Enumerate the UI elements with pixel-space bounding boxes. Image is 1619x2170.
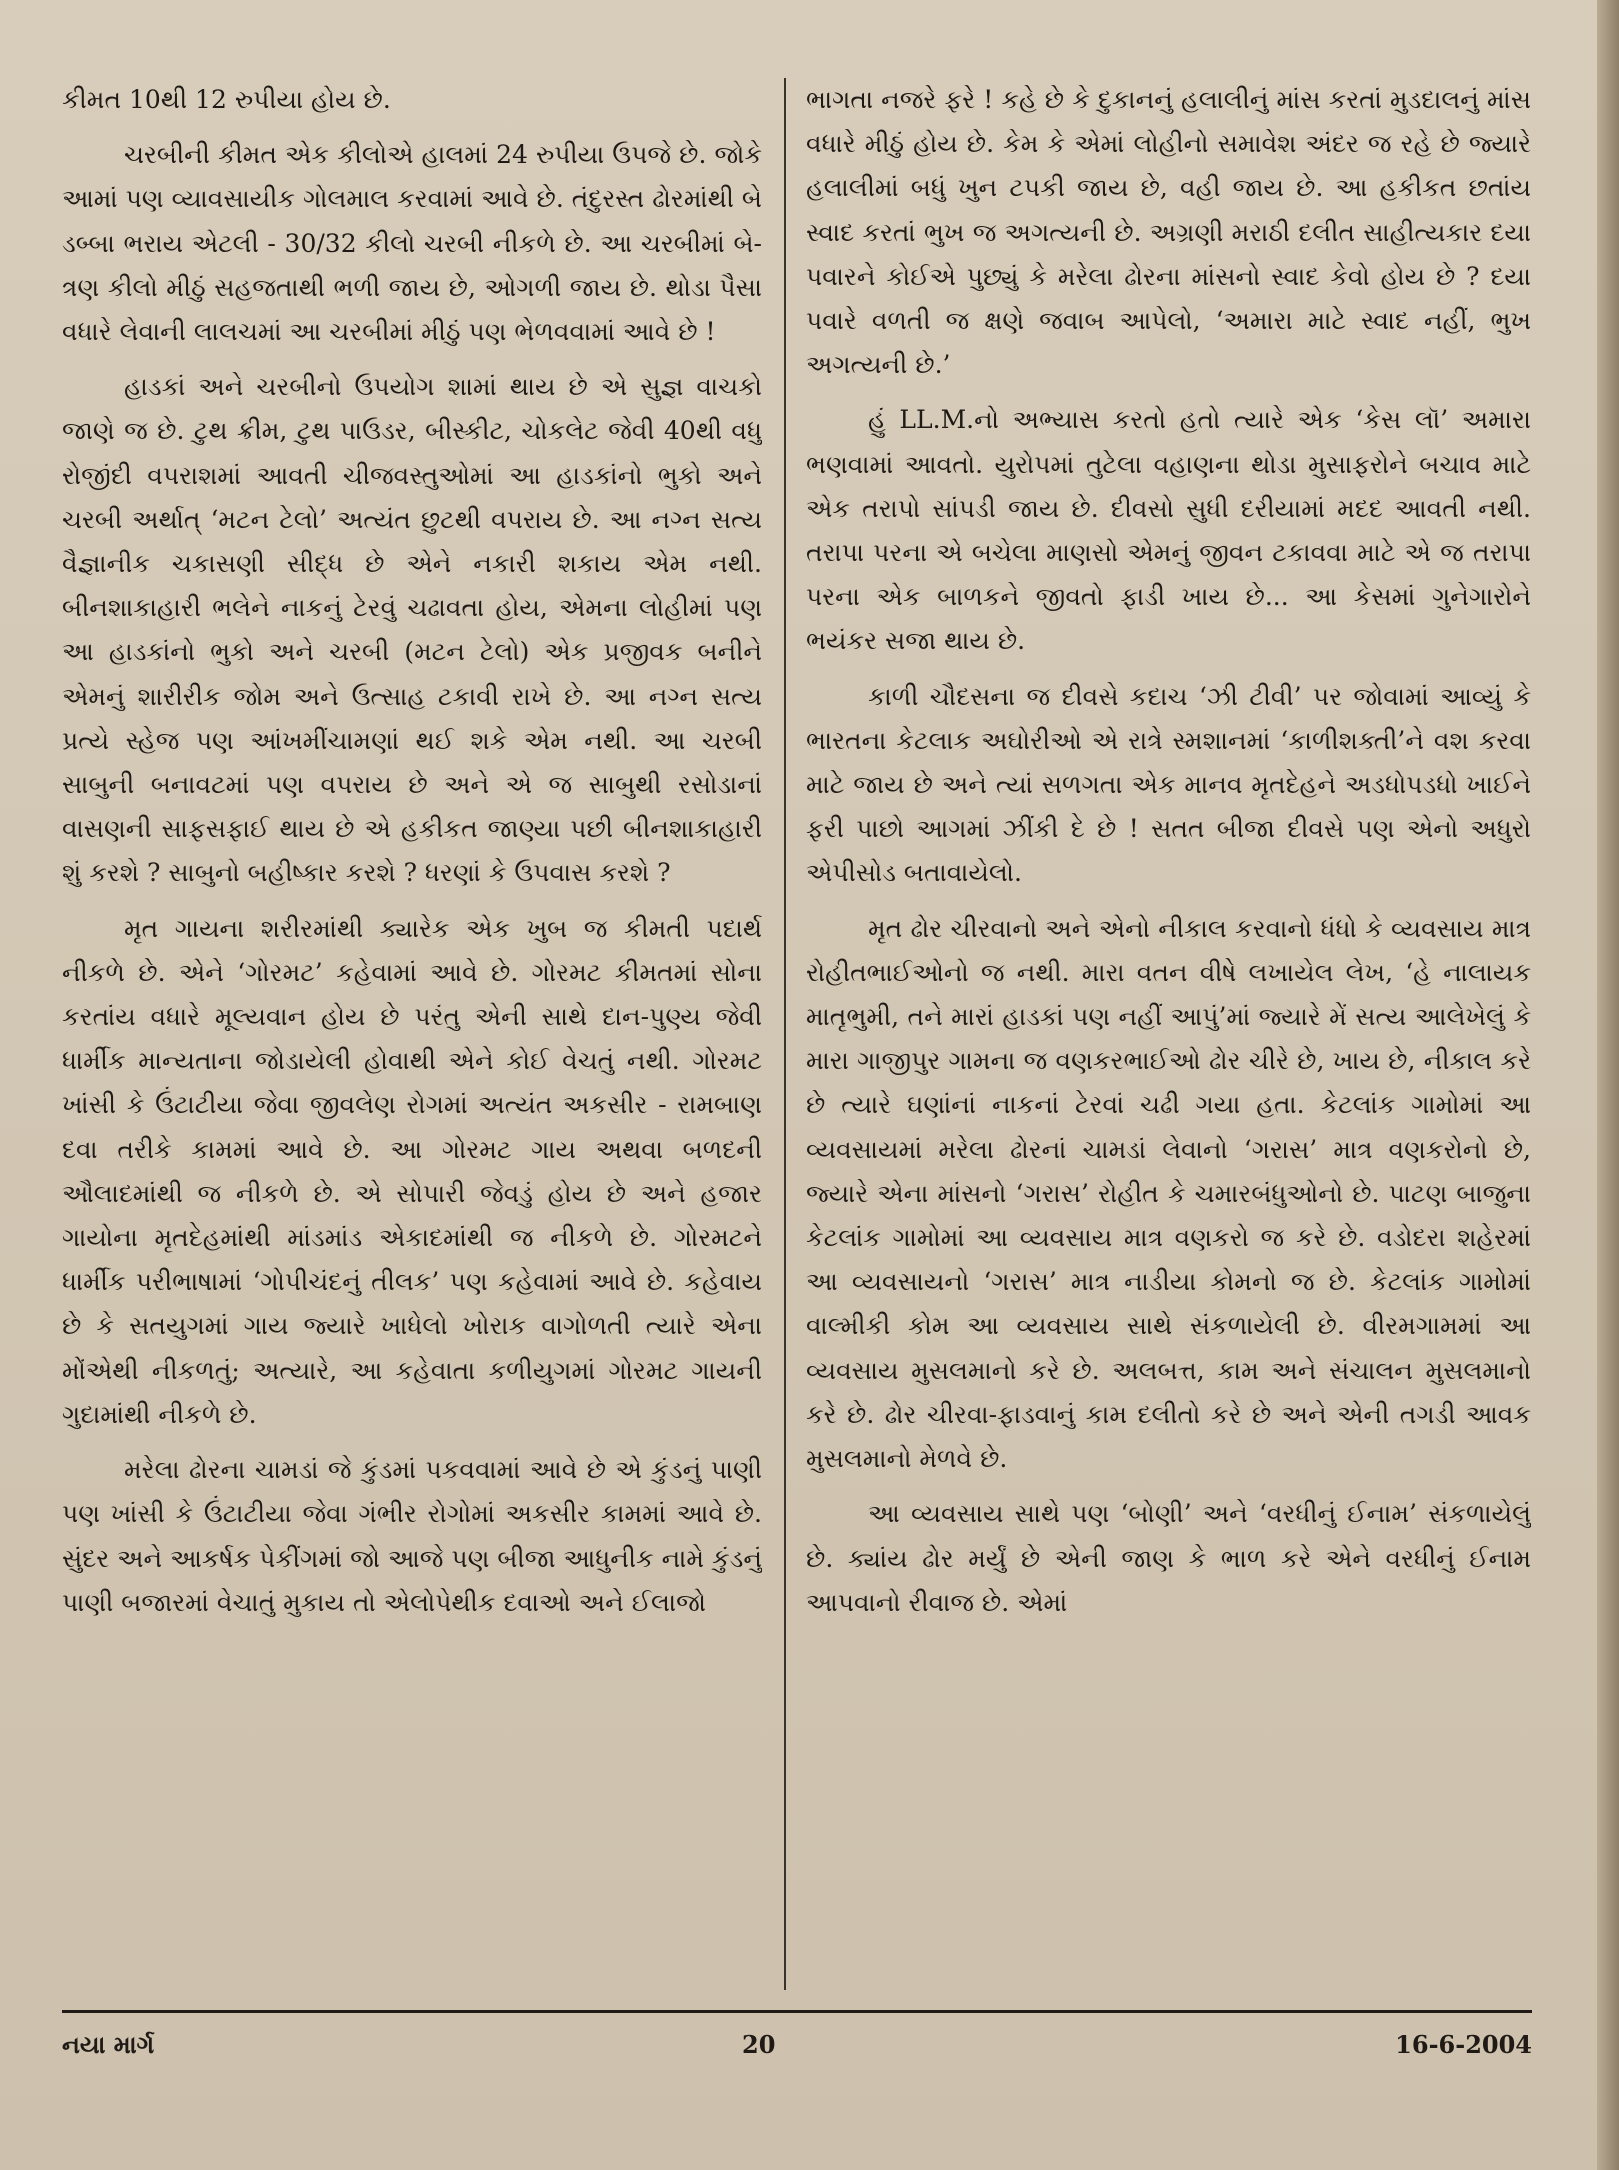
page-footer <box>62 2030 1532 2070</box>
right-paragraph-4: મૃત ઢોર ચીરવાનો અને એનો નીકાલ કરવાનો ધંધો કે વ્યવસાય માત્ર રોહીતભાઈઓનો જ નથી. મારા વતન વીષે લખાયેલ લેખ, ‘હે નાલાયક માતૃભુમી, તને મારાં હાડકાં પણ નહીં આપું’માં જ્યારે મેં સત્ય આલેખેલું કે મારા ગાજીપુર ગામના જ વણકરભાઈઓ ઢોર ચીરે છે, ખાય છે, નીકાલ કરે છે ત્યારે ઘણાંનાં નાકનાં ટેરવાં ચઢી ગયા હતા. કેટલાંક ગામોમાં આ વ્યવસાયમાં મરેલા ઢોરનાં ચામડાં લેવાનો ‘ગરાસ’ માત્ર વણકરોનો છે, જ્યારે એના માંસનો ‘ગરાસ’ રોહીત કે ચમારબંધુઓનો છે. પાટણ બાજુના કેટલાંક ગામોમાં આ વ્યવસાય માત્ર વણકરો જ કરે છે. વડોદરા શહેરમાં આ વ્યવસાયનો ‘ગરાસ’ માત્ર નાડીયા કોમનો જ છે. કેટલાંક ગામોમાં વાલ્મીકી કોમ આ વ્યવસાય સાથે સંકળાયેલી છે. વીરમગામમાં આ વ્યવસાય મુસલમાનો કરે છે. અલબત્ત, કામ અને સંચાલન મુસલમાનો કરે છે. ઢોર ચીરવા-ફાડવાનું કામ દલીતો કરે છે અને એની તગડી આવક મુસલમાનો મેળવે છે. <box>806 913 1531 1474</box>
publication-name: નયા માર્ગ <box>62 2030 155 2059</box>
left-paragraph-1: કીમત 10થી 12 રુપીયા હોય છે. <box>62 85 391 114</box>
right-paragraph-3: કાળી ચૌદસના જ દીવસે કદાચ ‘ઝી ટીવી’ પર જોવામાં આવ્યું કે ભારતના કેટલાક અઘોરીઓ એ રાત્રે સ્મશાનમાં ‘કાળીશક્તી’ને વશ કરવા માટે જાય છે અને ત્યાં સળગતા એક માનવ મૃતદેહને અડધોપડધો ખાઈને ફરી પાછો આગમાં ઝીંકી દે છે ! સતત બીજા દીવસે પણ એનો અધુરો એપીસોડ બતાવાયેલો. <box>806 681 1531 888</box>
left-column <box>62 78 762 1993</box>
page-number: 20 <box>742 2030 776 2059</box>
right-paragraph-5: આ વ્યવસાય સાથે પણ ‘બોણી’ અને ‘વરધીનું ઈનામ’ સંકળાયેલું છે. ક્યાંય ઢોર મર્યું છે એની જાણ કે ભાળ કરે એને વરધીનું ઈનામ આપવાનો રીવાજ છે. એમાં <box>806 1499 1531 1617</box>
issue-date: 16-6-2004 <box>1395 2030 1532 2059</box>
right-paragraph-1: ભાગતા નજરે ફરે ! કહે છે કે દુકાનનું હલાલીનું માંસ કરતાં મુડદાલનું માંસ વધારે મીઠું હોય છે. કેમ કે એમાં લોહીનો સમાવેશ અંદર જ રહે છે જ્યારે હલાલીમાં બધું ખુન ટપકી જાય છે, વહી જાય છે. આ હકીકત છતાંય સ્વાદ કરતાં ભુખ જ અગત્યની છે. અગ્રણી મરાઠી દલીત સાહીત્યકાર દયા પવારને કોઈએ પુછ્યું કે મરેલા ઢોરના માંસનો સ્વાદ કેવો હોય છે ? દયા પવારે વળતી જ ક્ષણે જવાબ આપેલો, ‘અમારા માટે સ્વાદ નહીં, ભુખ અગત્યની છે.’ <box>806 85 1531 380</box>
left-paragraph-5: મરેલા ઢોરના ચામડાં જે કુંડમાં પકવવામાં આવે છે એ કુંડનું પાણી પણ ખાંસી કે ઉંટાટીયા જેવા ગંભીર રોગોમાં અકસીર કામમાં આવે છે. સુંદર અને આકર્ષક પેકીંગમાં જો આજે પણ બીજા આધુનીક નામે કુંડનું પાણી બજારમાં વેચાતું મુકાય તો એલોપેથીક દવાઓ અને ઈલાજો <box>62 1455 762 1617</box>
column-divider <box>784 78 786 1990</box>
binding-edge <box>1597 0 1619 2170</box>
footer-rule <box>62 2010 1532 2013</box>
left-paragraph-4: મૃત ગાયના શરીરમાંથી ક્યારેક એક ખુબ જ કીમતી પદાર્થ નીકળે છે. એને ‘ગોરમટ’ કહેવામાં આવે છે. ગોરમટ કીમતમાં સોના કરતાંય વધારે મૂલ્યવાન હોય છે પરંતુ એની સાથે દાન-પુણ્ય જેવી ધાર્મીક માન્યતાના જોડાયેલી હોવાથી એને કોઈ વેચતું નથી. ગોરમટ ખાંસી કે ઉંટાટીયા જેવા જીવલેણ રોગમાં અત્યંત અકસીર - રામબાણ દવા તરીકે કામમાં આવે છે. આ ગોરમટ ગાય અથવા બળદની ઔલાદમાંથી જ નીકળે છે. એ સોપારી જેવડું હોય છે અને હજાર ગાયોના મૃતદેહમાંથી માંડમાંડ એકાદમાંથી જ નીકળે છે. ગોરમટને ધાર્મીક પરીભાષામાં ‘ગોપીચંદનું તીલક’ પણ કહેવામાં આવે છે. કહેવાય છે કે સતયુગમાં ગાય જ્યારે ખાધેલો ખોરાક વાગોળતી ત્યારે એના મોંએથી નીકળતું; અત્યારે, આ કહેવાતા કળીયુગમાં ગોરમટ ગાયની ગુદામાંથી નીકળે છે. <box>62 913 762 1429</box>
left-paragraph-3: હાડકાં અને ચરબીનો ઉપયોગ શામાં થાય છે એ સુજ્ઞ વાચકો જાણે જ છે. ટુથ ક્રીમ, ટુથ પાઉડર, બીસ્કીટ, ચોકલેટ જેવી 40થી વધુ રોજીંદી વપરાશમાં આવતી ચીજવસ્તુઓમાં આ હાડકાંનો ભુકો અને ચરબી અર્થાત્ ‘મટન ટેલો’ અત્યંત છુટથી વપરાય છે. આ નગ્ન સત્ય વૈજ્ઞાનીક ચકાસણી સીદ્ધ છે એને નકારી શકાય એમ નથી. બીનશાકાહારી ભલેને નાકનું ટેરવું ચઢાવતા હોય, એમના લોહીમાં પણ આ હાડકાંનો ભુકો અને ચરબી (મટન ટેલો) એક પ્રજીવક બનીને એમનું શારીરીક જોમ અને ઉત્સાહ ટકાવી રાખે છે. આ નગ્ન સત્ય પ્રત્યે સ્હેજ પણ આંખમીંચામણાં થઈ શકે એમ નથી. આ ચરબી સાબુની બનાવટમાં પણ વપરાય છે અને એ જ સાબુથી રસોડાનાં વાસણની સાફસફાઈ થાય છે એ હકીકત જાણ્યા પછી બીનશાકાહારી શું કરશે ? સાબુનો બહીષ્કાર કરશે ? ધરણાં કે ઉપવાસ કરશે ? <box>62 372 762 888</box>
right-paragraph-2: હું LL.M.નો અભ્યાસ કરતો હતો ત્યારે એક ‘કેસ લૉ’ અમારા ભણવામાં આવતો. યુરોપમાં તુટેલા વહાણના થોડા મુસાફરોને બચાવ માટે એક તરાપો સાંપડી જાય છે. દીવસો સુધી દરીયામાં મદદ આવતી નથી. તરાપા પરના એ બચેલા માણસો એમનું જીવન ટકાવવા માટે એ જ તરાપા પરના એક બાળકને જીવતો ફાડી ખાય છે... આ કેસમાં ગુનેગારોને ભયંકર સજા થાય છે. <box>806 405 1531 656</box>
right-column <box>806 78 1531 1993</box>
left-paragraph-2: ચરબીની કીમત એક કીલોએ હાલમાં 24 રુપીયા ઉપજે છે. જોકે આમાં પણ વ્યાવસાયીક ગોલમાલ કરવામાં આવે છે. તંદુરસ્ત ઢોરમાંથી બે ડબ્બા ભરાય એટલી - 30/32 કીલો ચરબી નીકળે છે. આ ચરબીમાં બે-ત્રણ કીલો મીઠું સહજતાથી ભળી જાય છે, ઓગળી જાય છે. થોડા પૈસા વધારે લેવાની લાલચમાં આ ચરબીમાં મીઠું પણ ભેળવવામાં આવે છે ! <box>62 140 762 347</box>
